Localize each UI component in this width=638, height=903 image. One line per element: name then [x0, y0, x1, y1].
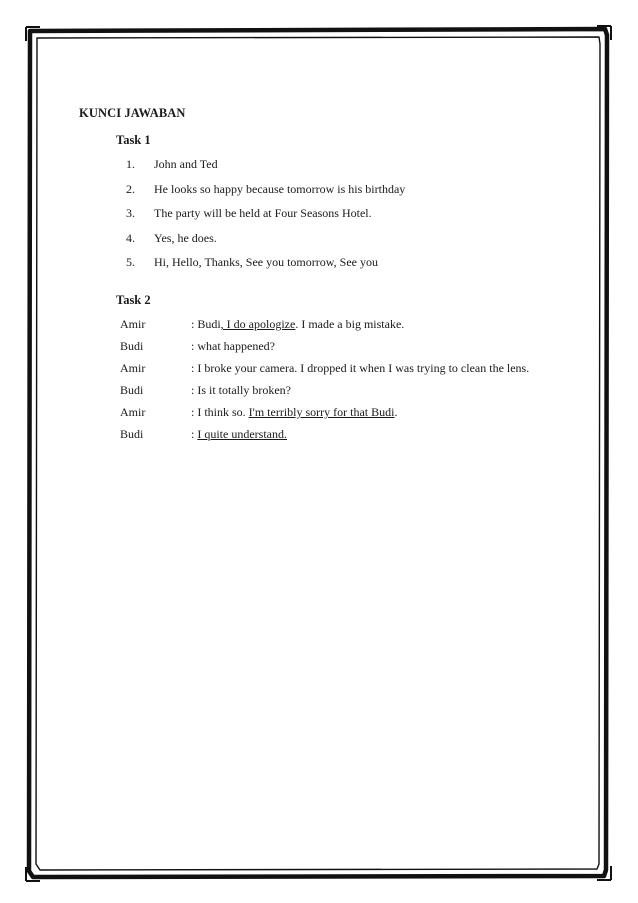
dialog-text [191, 405, 397, 420]
underlined-phrase: , I do apologize [220, 317, 296, 331]
task1-answer-list [116, 157, 596, 280]
dialog-text [191, 427, 287, 442]
dialog-text [191, 317, 404, 332]
dialog-text-part: : Is it totally broken? [191, 383, 291, 397]
dialog-text-part: . [394, 405, 398, 419]
page-heading: KUNCI JAWABAN [79, 106, 186, 120]
dialog-text [191, 361, 529, 376]
underlined-phrase: I quite understand. [197, 427, 287, 441]
dialog-line [120, 383, 600, 405]
dialog-line [120, 427, 600, 449]
dialog-text-part: : what happened? [191, 339, 275, 353]
dialog-text [191, 339, 275, 354]
list-item-text: Hi, Hello, Thanks, See you tomorrow, See you [154, 255, 378, 269]
list-item-text: Yes, he does. [154, 230, 217, 245]
task1-title: Task 1 [116, 133, 151, 147]
list-item-number: 2. [126, 181, 135, 196]
list-item [116, 255, 596, 280]
dialog-line [120, 361, 600, 383]
dialog-text-part: : I broke your camera. I dropped it when I was trying to clean the lens. [191, 361, 530, 375]
task2-dialog [120, 317, 600, 449]
list-item-number: 4. [126, 230, 135, 245]
list-item-text: The party will be held at Four Seasons Hotel. [154, 206, 372, 220]
speaker-name: Budi [120, 339, 144, 353]
dialog-text-part: : Budi [191, 317, 221, 331]
speaker-name: Budi [120, 427, 144, 441]
list-item [116, 157, 596, 182]
dialog-text-part: . I made a big mistake. [295, 317, 405, 331]
list-item-text: John and Ted [154, 157, 218, 171]
dialog-text-part: : I think so. [191, 405, 249, 419]
speaker-name: Amir [120, 361, 146, 375]
dialog-line [120, 317, 600, 339]
dialog-line [120, 405, 600, 427]
list-item [116, 182, 596, 207]
task2-title: Task 2 [116, 293, 151, 307]
dialog-text [191, 383, 291, 398]
list-item-number: 1. [126, 157, 135, 171]
underlined-phrase: I'm terribly sorry for that Budi [248, 405, 395, 419]
list-item-text: He looks so happy because tomorrow is his birthday [154, 181, 406, 196]
list-item-number: 5. [126, 255, 135, 269]
list-item [116, 206, 596, 231]
speaker-name: Amir [120, 317, 146, 331]
dialog-text-part: : [191, 427, 198, 441]
list-item [116, 231, 596, 256]
list-item-number: 3. [126, 206, 135, 220]
speaker-name: Amir [120, 405, 146, 419]
dialog-line [120, 339, 600, 361]
speaker-name: Budi [120, 383, 144, 397]
